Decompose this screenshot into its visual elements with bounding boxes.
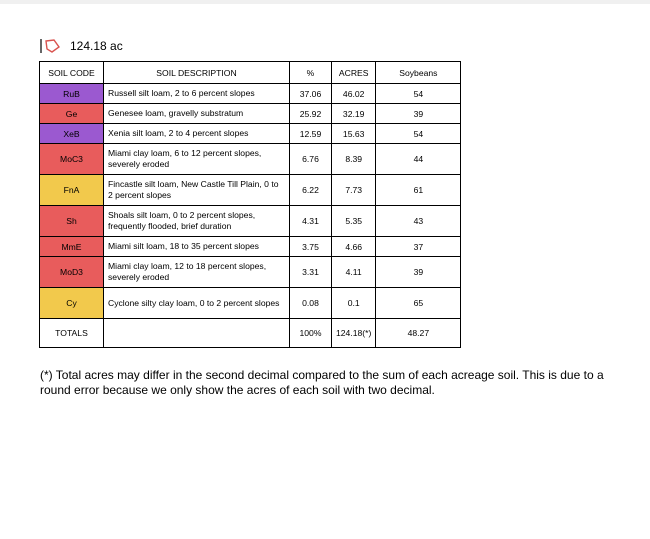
soil-acres: 4.66	[332, 237, 376, 257]
header-soil-description: SOIL DESCRIPTION	[104, 62, 290, 84]
soil-description: Shoals silt loam, 0 to 2 percent slopes, frequently flooded, brief duration	[104, 206, 290, 237]
soil-acres: 8.39	[332, 144, 376, 175]
soil-code: Sh	[40, 206, 104, 237]
soil-description: Miami silt loam, 18 to 35 percent slopes	[104, 237, 290, 257]
table-row	[40, 175, 461, 206]
soil-code: XeB	[40, 124, 104, 144]
soil-soybeans: 43	[376, 206, 461, 237]
soil-percent: 6.22	[290, 175, 332, 206]
soil-percent: 25.92	[290, 104, 332, 124]
totals-row	[40, 319, 461, 348]
soil-code: MoD3	[40, 257, 104, 288]
soil-soybeans: 39	[376, 257, 461, 288]
soil-percent: 12.59	[290, 124, 332, 144]
table-row	[40, 104, 461, 124]
totals-label: TOTALS	[40, 319, 104, 348]
soil-description: Cyclone silty clay loam, 0 to 2 percent slopes	[104, 288, 290, 319]
soil-percent: 37.06	[290, 84, 332, 104]
soil-soybeans: 37	[376, 237, 461, 257]
soil-acres: 32.19	[332, 104, 376, 124]
header-soil-code: SOIL CODE	[40, 62, 104, 84]
header-percent: %	[290, 62, 332, 84]
soil-acres: 5.35	[332, 206, 376, 237]
soil-soybeans: 54	[376, 124, 461, 144]
page-top-edge	[0, 0, 650, 4]
soil-percent: 4.31	[290, 206, 332, 237]
soil-code: MmE	[40, 237, 104, 257]
soil-soybeans: 44	[376, 144, 461, 175]
soil-code: MoC3	[40, 144, 104, 175]
table-row	[40, 84, 461, 104]
soil-percent: 6.76	[290, 144, 332, 175]
totals-percent: 100%	[290, 319, 332, 348]
table-row	[40, 257, 461, 288]
soil-acres: 4.11	[332, 257, 376, 288]
soil-acres: 15.63	[332, 124, 376, 144]
soil-description: Xenia silt loam, 2 to 4 percent slopes	[104, 124, 290, 144]
table-row	[40, 206, 461, 237]
table-header-row	[40, 62, 461, 84]
soil-code: Ge	[40, 104, 104, 124]
soil-soybeans: 61	[376, 175, 461, 206]
soil-soybeans: 65	[376, 288, 461, 319]
soil-description: Miami clay loam, 12 to 18 percent slopes, severely eroded	[104, 257, 290, 288]
soil-percent: 0.08	[290, 288, 332, 319]
table-row	[40, 124, 461, 144]
soil-description: Fincastle silt loam, New Castle Till Plain, 0 to 2 percent slopes	[104, 175, 290, 206]
rounding-footnote: (*) Total acres may differ in the second decimal compared to the sum of each acreage soil. This is due to a round error because we only show the acres of each soil with two decimal.	[40, 368, 604, 397]
field-header	[40, 38, 123, 54]
totals-soybeans: 48.27	[376, 319, 461, 348]
soil-description: Miami clay loam, 6 to 12 percent slopes, severely eroded	[104, 144, 290, 175]
soil-code: Cy	[40, 288, 104, 319]
soil-code: FnA	[40, 175, 104, 206]
totals-acres: 124.18(*)	[332, 319, 376, 348]
field-boundary-icon	[40, 38, 60, 54]
soil-soybeans: 54	[376, 84, 461, 104]
soil-code: RuB	[40, 84, 104, 104]
soil-percent: 3.31	[290, 257, 332, 288]
soil-table	[39, 61, 461, 348]
soil-percent: 3.75	[290, 237, 332, 257]
table-row	[40, 144, 461, 175]
table-row	[40, 237, 461, 257]
soil-acres: 0.1	[332, 288, 376, 319]
soil-soybeans: 39	[376, 104, 461, 124]
table-row	[40, 288, 461, 319]
soil-description: Russell silt loam, 2 to 6 percent slopes	[104, 84, 290, 104]
soil-acres: 7.73	[332, 175, 376, 206]
soil-acres: 46.02	[332, 84, 376, 104]
field-area: 124.18 ac	[70, 39, 123, 53]
soil-description: Genesee loam, gravelly substratum	[104, 104, 290, 124]
header-acres: ACRES	[332, 62, 376, 84]
header-soybeans: Soybeans	[376, 62, 461, 84]
totals-description	[104, 319, 290, 348]
